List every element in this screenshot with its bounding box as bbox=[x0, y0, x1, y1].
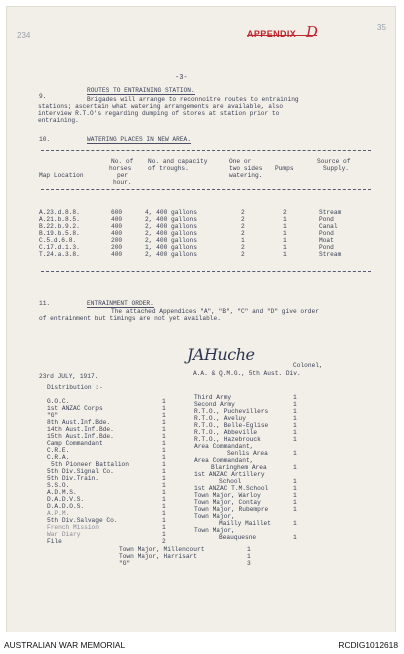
list-item-qty: 1 bbox=[293, 450, 297, 457]
table-top-rule bbox=[41, 150, 371, 151]
list-item: 1st ANZAC Corps bbox=[47, 405, 103, 412]
header-map-location: Map Location bbox=[39, 172, 84, 179]
cell-troughs: 1, 400 gallons bbox=[145, 244, 197, 251]
cell-troughs: 2, 400 gallons bbox=[145, 216, 197, 223]
cell-location: A.23.d.8.8. bbox=[39, 209, 80, 216]
list-item: Town Major, Contay bbox=[194, 499, 261, 506]
pencil-page-number: 35 bbox=[377, 23, 386, 32]
header-horses: horses bbox=[109, 165, 132, 172]
signatory-role: A.A. & Q.M.G., 5th Aust. Div. bbox=[193, 370, 301, 377]
cell-troughs: 2, 400 gallons bbox=[145, 223, 197, 230]
document-date: 23rd JULY, 1917. bbox=[39, 373, 99, 380]
cell-pumps: 1 bbox=[283, 216, 287, 223]
header-sides: One or bbox=[229, 158, 252, 165]
cell-sides: 1 bbox=[241, 237, 245, 244]
header-troughs: No. and capacity bbox=[148, 158, 208, 165]
cell-horses: 400 bbox=[111, 216, 123, 223]
list-item: War Diary bbox=[47, 531, 81, 538]
list-item-qty: 1 bbox=[162, 426, 166, 433]
list-item: Town Major, Harrisart bbox=[119, 553, 197, 560]
list-item: School bbox=[219, 478, 242, 485]
cell-location: C.5.d.6.8. bbox=[39, 237, 77, 244]
header-source: Source of bbox=[317, 158, 351, 165]
signatory-rank: Colonel, bbox=[293, 362, 323, 369]
header-horses: No. of bbox=[111, 158, 134, 165]
list-item-qty: 1 bbox=[162, 461, 166, 468]
list-item-qty: 1 bbox=[293, 464, 297, 471]
list-item: 15th Aust.Inf.Bde. bbox=[47, 433, 114, 440]
cell-pumps: 1 bbox=[283, 251, 287, 258]
table-row bbox=[7, 230, 395, 237]
list-item: Mailly Maillet bbox=[219, 520, 271, 527]
list-item-qty: 1 bbox=[162, 475, 166, 482]
list-item: Second Army bbox=[194, 401, 235, 408]
list-item: 5th Div.Salvage Co. bbox=[47, 517, 118, 524]
header-sides: watering. bbox=[229, 172, 263, 179]
list-item: Town Major, bbox=[194, 513, 235, 520]
list-item-qty: 1 bbox=[247, 553, 251, 560]
header-sides: two sides bbox=[229, 165, 263, 172]
section-9-line: stations; ascertain what watering arrangements are available, also bbox=[38, 103, 284, 110]
list-item: A.D.M.S. bbox=[47, 489, 77, 496]
pencil-ref-number: 234 bbox=[17, 31, 31, 40]
section-11-number: 11. bbox=[39, 300, 51, 307]
cell-pumps: 1 bbox=[283, 223, 287, 230]
list-item-qty: 1 bbox=[162, 412, 166, 419]
cell-pumps: 1 bbox=[283, 237, 287, 244]
cell-pumps: 2 bbox=[283, 209, 287, 216]
cell-pumps: 1 bbox=[283, 230, 287, 237]
cell-source: Pond bbox=[319, 216, 334, 223]
cell-horses: 400 bbox=[111, 230, 123, 237]
list-item: 5th Div.Signal Co. bbox=[47, 468, 114, 475]
cell-troughs: 2, 400 gallons bbox=[145, 230, 197, 237]
document-page bbox=[6, 6, 396, 634]
header-source: Supply. bbox=[323, 165, 349, 172]
section-9-heading: ROUTES TO ENTRAINING STATION. bbox=[87, 87, 195, 94]
cell-location: T.24.a.3.8. bbox=[39, 251, 80, 258]
list-item: Camp Commandant bbox=[47, 440, 103, 447]
list-item: Area Commandant, bbox=[194, 457, 254, 464]
list-item-qty: 1 bbox=[162, 531, 166, 538]
list-item: Town Major, Millencourt bbox=[119, 546, 205, 553]
header-pumps: Pumps bbox=[275, 165, 294, 172]
list-item-qty: 1 bbox=[293, 506, 297, 513]
signature: JAHuche bbox=[187, 345, 255, 364]
list-item-qty: 1 bbox=[293, 422, 297, 429]
list-item-qty: 1 bbox=[293, 394, 297, 401]
list-item: G.O.C. bbox=[47, 398, 70, 405]
list-item: A.P.M. bbox=[47, 510, 70, 517]
list-item: D.A.D.V.S. bbox=[47, 496, 85, 503]
archive-footer bbox=[0, 632, 404, 654]
appendix-stamp-letter: D bbox=[305, 23, 318, 41]
list-item: R.T.O., Aveluy bbox=[194, 415, 246, 422]
cell-horses: 600 bbox=[111, 209, 123, 216]
cell-source: Canal bbox=[319, 223, 338, 230]
list-item: Third Army bbox=[194, 394, 232, 401]
list-item-qty: 1 bbox=[162, 440, 166, 447]
cell-troughs: 2, 400 gallons bbox=[145, 251, 197, 258]
list-item: 5th Div.Train. bbox=[47, 475, 99, 482]
cell-sides: 2 bbox=[241, 209, 245, 216]
list-item-qty: 1 bbox=[293, 499, 297, 506]
list-item-qty: 1 bbox=[162, 405, 166, 412]
table-row bbox=[7, 223, 395, 230]
list-item-qty: 2 bbox=[162, 538, 166, 545]
list-item: "G" bbox=[119, 560, 131, 567]
list-item-qty: 1 bbox=[162, 482, 166, 489]
list-item: 1st ANZAC T.M.School bbox=[194, 485, 269, 492]
section-11-line: The attached Appendices "A", "B", "C" and "D" give order bbox=[111, 308, 319, 315]
section-11-heading: ENTRAINMENT ORDER. bbox=[87, 300, 154, 307]
list-item: 5th Pioneer Battalion bbox=[51, 461, 129, 468]
appendix-stamp-label: APPENDIX bbox=[247, 29, 297, 39]
list-item-qty: 1 bbox=[162, 454, 166, 461]
cell-horses: 400 bbox=[111, 251, 123, 258]
list-item-qty: 1 bbox=[293, 485, 297, 492]
list-item-qty: 1 bbox=[293, 520, 297, 527]
list-item: R.T.O., Belle-Eglise bbox=[194, 422, 269, 429]
section-9-line: Brigades will arrange to reconnoitre routes to entraining bbox=[87, 96, 299, 103]
section-10-heading: WATERING PLACES IN NEW AREA. bbox=[87, 136, 191, 143]
table-bottom-rule bbox=[41, 271, 371, 272]
list-item: R.T.O., Hazebrouck bbox=[194, 436, 261, 443]
cell-sides: 2 bbox=[241, 230, 245, 237]
list-item-qty: 1 bbox=[293, 534, 297, 541]
cell-source: Stream bbox=[319, 209, 342, 216]
table-row bbox=[7, 244, 395, 251]
list-item-qty: 1 bbox=[162, 433, 166, 440]
header-horses: hour. bbox=[113, 179, 132, 186]
list-item: C.R.E. bbox=[47, 447, 70, 454]
cell-sides: 2 bbox=[241, 216, 245, 223]
list-item-qty: 1 bbox=[162, 468, 166, 475]
distribution-label: Distribution :- bbox=[47, 384, 103, 391]
cell-sides: 2 bbox=[241, 244, 245, 251]
table-header-rule bbox=[41, 189, 371, 190]
cell-source: Moat bbox=[319, 237, 334, 244]
footer-institution: AUSTRALIAN WAR MEMORIAL bbox=[4, 640, 126, 650]
section-10-number: 10. bbox=[39, 136, 51, 143]
list-item-qty: 1 bbox=[293, 408, 297, 415]
list-item-qty: 1 bbox=[293, 415, 297, 422]
list-item-qty: 1 bbox=[293, 478, 297, 485]
list-item-qty: 1 bbox=[162, 419, 166, 426]
cell-source: Stream bbox=[319, 251, 342, 258]
list-item-qty: 1 bbox=[162, 524, 166, 531]
list-item: Blaringhem Area bbox=[211, 464, 267, 471]
list-item: R.T.O., Puchevillers bbox=[194, 408, 269, 415]
page-number: -3- bbox=[175, 74, 188, 82]
list-item: Beauquesne bbox=[219, 534, 257, 541]
list-item: 1st ANZAC Artillery bbox=[194, 471, 265, 478]
list-item: French Mission bbox=[47, 524, 99, 531]
list-item-qty: 1 bbox=[162, 517, 166, 524]
cell-source: Pond bbox=[319, 230, 334, 237]
list-item: File bbox=[47, 538, 62, 545]
section-9-number: 9. bbox=[39, 93, 47, 100]
cell-sides: 2 bbox=[241, 251, 245, 258]
cell-troughs: 4, 400 gallons bbox=[145, 209, 197, 216]
list-item-qty: 1 bbox=[162, 447, 166, 454]
cell-location: A.21.b.8.5. bbox=[39, 216, 80, 223]
cell-sides: 2 bbox=[241, 223, 245, 230]
list-item: Senlis Area bbox=[227, 450, 268, 457]
list-item: D.A.D.O.S. bbox=[47, 503, 85, 510]
list-item-qty: 3 bbox=[247, 560, 251, 567]
list-item-qty: 1 bbox=[293, 429, 297, 436]
table-row bbox=[7, 237, 395, 244]
cell-horses: 200 bbox=[111, 244, 123, 251]
list-item: 8th Aust.Inf.Bde. bbox=[47, 419, 111, 426]
table-row bbox=[7, 216, 395, 223]
section-11-line: of entrainment but timings are not yet available. bbox=[39, 315, 221, 322]
cell-troughs: 2, 400 gallons bbox=[145, 237, 197, 244]
table-row bbox=[7, 209, 395, 216]
section-9-line: interview R.T.O's regarding dumping of stores at station prior to bbox=[38, 110, 280, 117]
section-9-line: entraining. bbox=[38, 117, 79, 124]
list-item: "G" bbox=[47, 412, 59, 419]
list-item-qty: 1 bbox=[162, 496, 166, 503]
appendix-stamp bbox=[247, 23, 318, 42]
list-item: S.S.O. bbox=[47, 482, 70, 489]
cell-pumps: 1 bbox=[283, 244, 287, 251]
list-item: C.R.A. bbox=[47, 454, 70, 461]
list-item: 14th Aust.Inf.Bde. bbox=[47, 426, 114, 433]
list-item-qty: 1 bbox=[162, 510, 166, 517]
header-troughs: of troughs. bbox=[148, 165, 189, 172]
list-item-qty: 1 bbox=[293, 492, 297, 499]
list-item: Town Major, Rubempre bbox=[194, 506, 269, 513]
header-horses: per bbox=[117, 172, 129, 179]
cell-location: C.17.d.1.3. bbox=[39, 244, 80, 251]
table-row bbox=[7, 251, 395, 258]
cell-location: B.22.b.9.2. bbox=[39, 223, 80, 230]
list-item-qty: 1 bbox=[162, 503, 166, 510]
list-item: Area Commandant, bbox=[194, 443, 254, 450]
cell-source: Pond bbox=[319, 244, 334, 251]
appendix-stamp-underline bbox=[247, 35, 317, 36]
list-item-qty: 1 bbox=[293, 436, 297, 443]
list-item-qty: 1 bbox=[162, 489, 166, 496]
list-item: R.T.O., Abbeville bbox=[194, 429, 258, 436]
list-item: Town Major, Warloy bbox=[194, 492, 261, 499]
cell-location: B.19.b.5.8. bbox=[39, 230, 80, 237]
cell-horses: 200 bbox=[111, 237, 123, 244]
list-item: Town Major, bbox=[194, 527, 235, 534]
list-item-qty: 1 bbox=[162, 398, 166, 405]
footer-record-id: RCDIG1012618 bbox=[338, 640, 398, 650]
cell-horses: 400 bbox=[111, 223, 123, 230]
list-item-qty: 1 bbox=[247, 546, 251, 553]
list-item-qty: 1 bbox=[293, 401, 297, 408]
